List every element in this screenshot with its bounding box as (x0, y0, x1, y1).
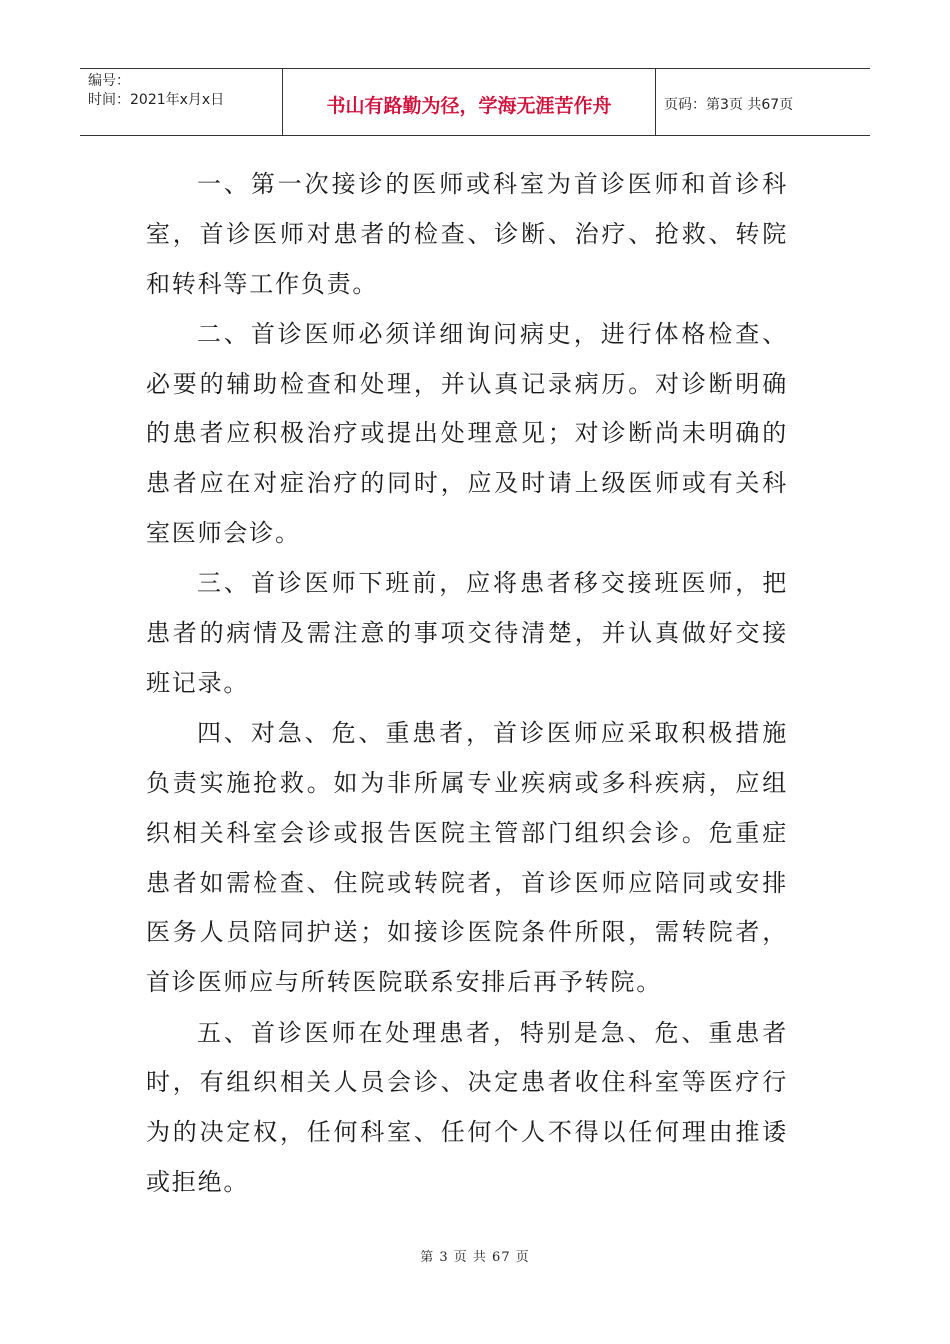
header-motto-cell (282, 69, 656, 135)
header-page-info: 页码：第3页 共67页 (664, 97, 794, 113)
page-footer (0, 1246, 950, 1265)
header-page-cell (656, 69, 870, 135)
paragraph-1: 一、第一次接诊的医师或科室为首诊医师和首诊科室，首诊医师对患者的检查、诊断、治疗、抢救、转院和转科等工作负责。 (146, 170, 788, 298)
document-time-label: 时间：2021年x月x日 (88, 92, 225, 108)
paragraph-3: 三、首诊医师下班前，应将患者移交接班医师，把患者的病情及需注意的事项交待清楚，并认真做好交接班记录。 (146, 569, 788, 697)
document-number-label: 编号： (88, 73, 130, 89)
paragraph-2: 二、首诊医师必须详细询问病史，进行体格检查、必要的辅助检查和处理，并认真记录病历。对诊断明确的患者应积极治疗或提出处理意见；对诊断尚未明确的患者应在对症治疗的同时，应及时请上级医师或有关科室医师会诊。 (146, 319, 788, 548)
paragraph-5: 五、首诊医师在处理患者，特别是急、危、重患者时，有组织相关人员会诊、决定患者收住科室等医疗行为的决定权，任何科室、任何个人不得以任何理由推诿或拒绝。 (146, 1018, 788, 1196)
header-meta-cell (80, 69, 282, 135)
page-header (80, 68, 870, 136)
document-body (146, 160, 788, 1208)
paragraph-4: 四、对急、危、重患者，首诊医师应采取积极措施负责实施抢救。如为非所属专业疾病或多科疾病，应组织相关科室会诊或报告医院主管部门组织会诊。危重症患者如需检查、住院或转院者，首诊医师应陪同或安排医务人员陪同护送；如接诊医院条件所限，需转院者，首诊医师应与所转医院联系安排后再予转院。 (146, 719, 788, 997)
footer-page-number: 第 3 页 共 67 页 (420, 1250, 530, 1265)
header-motto: 书山有路勤为径，学海无涯苦作舟 (326, 94, 612, 117)
